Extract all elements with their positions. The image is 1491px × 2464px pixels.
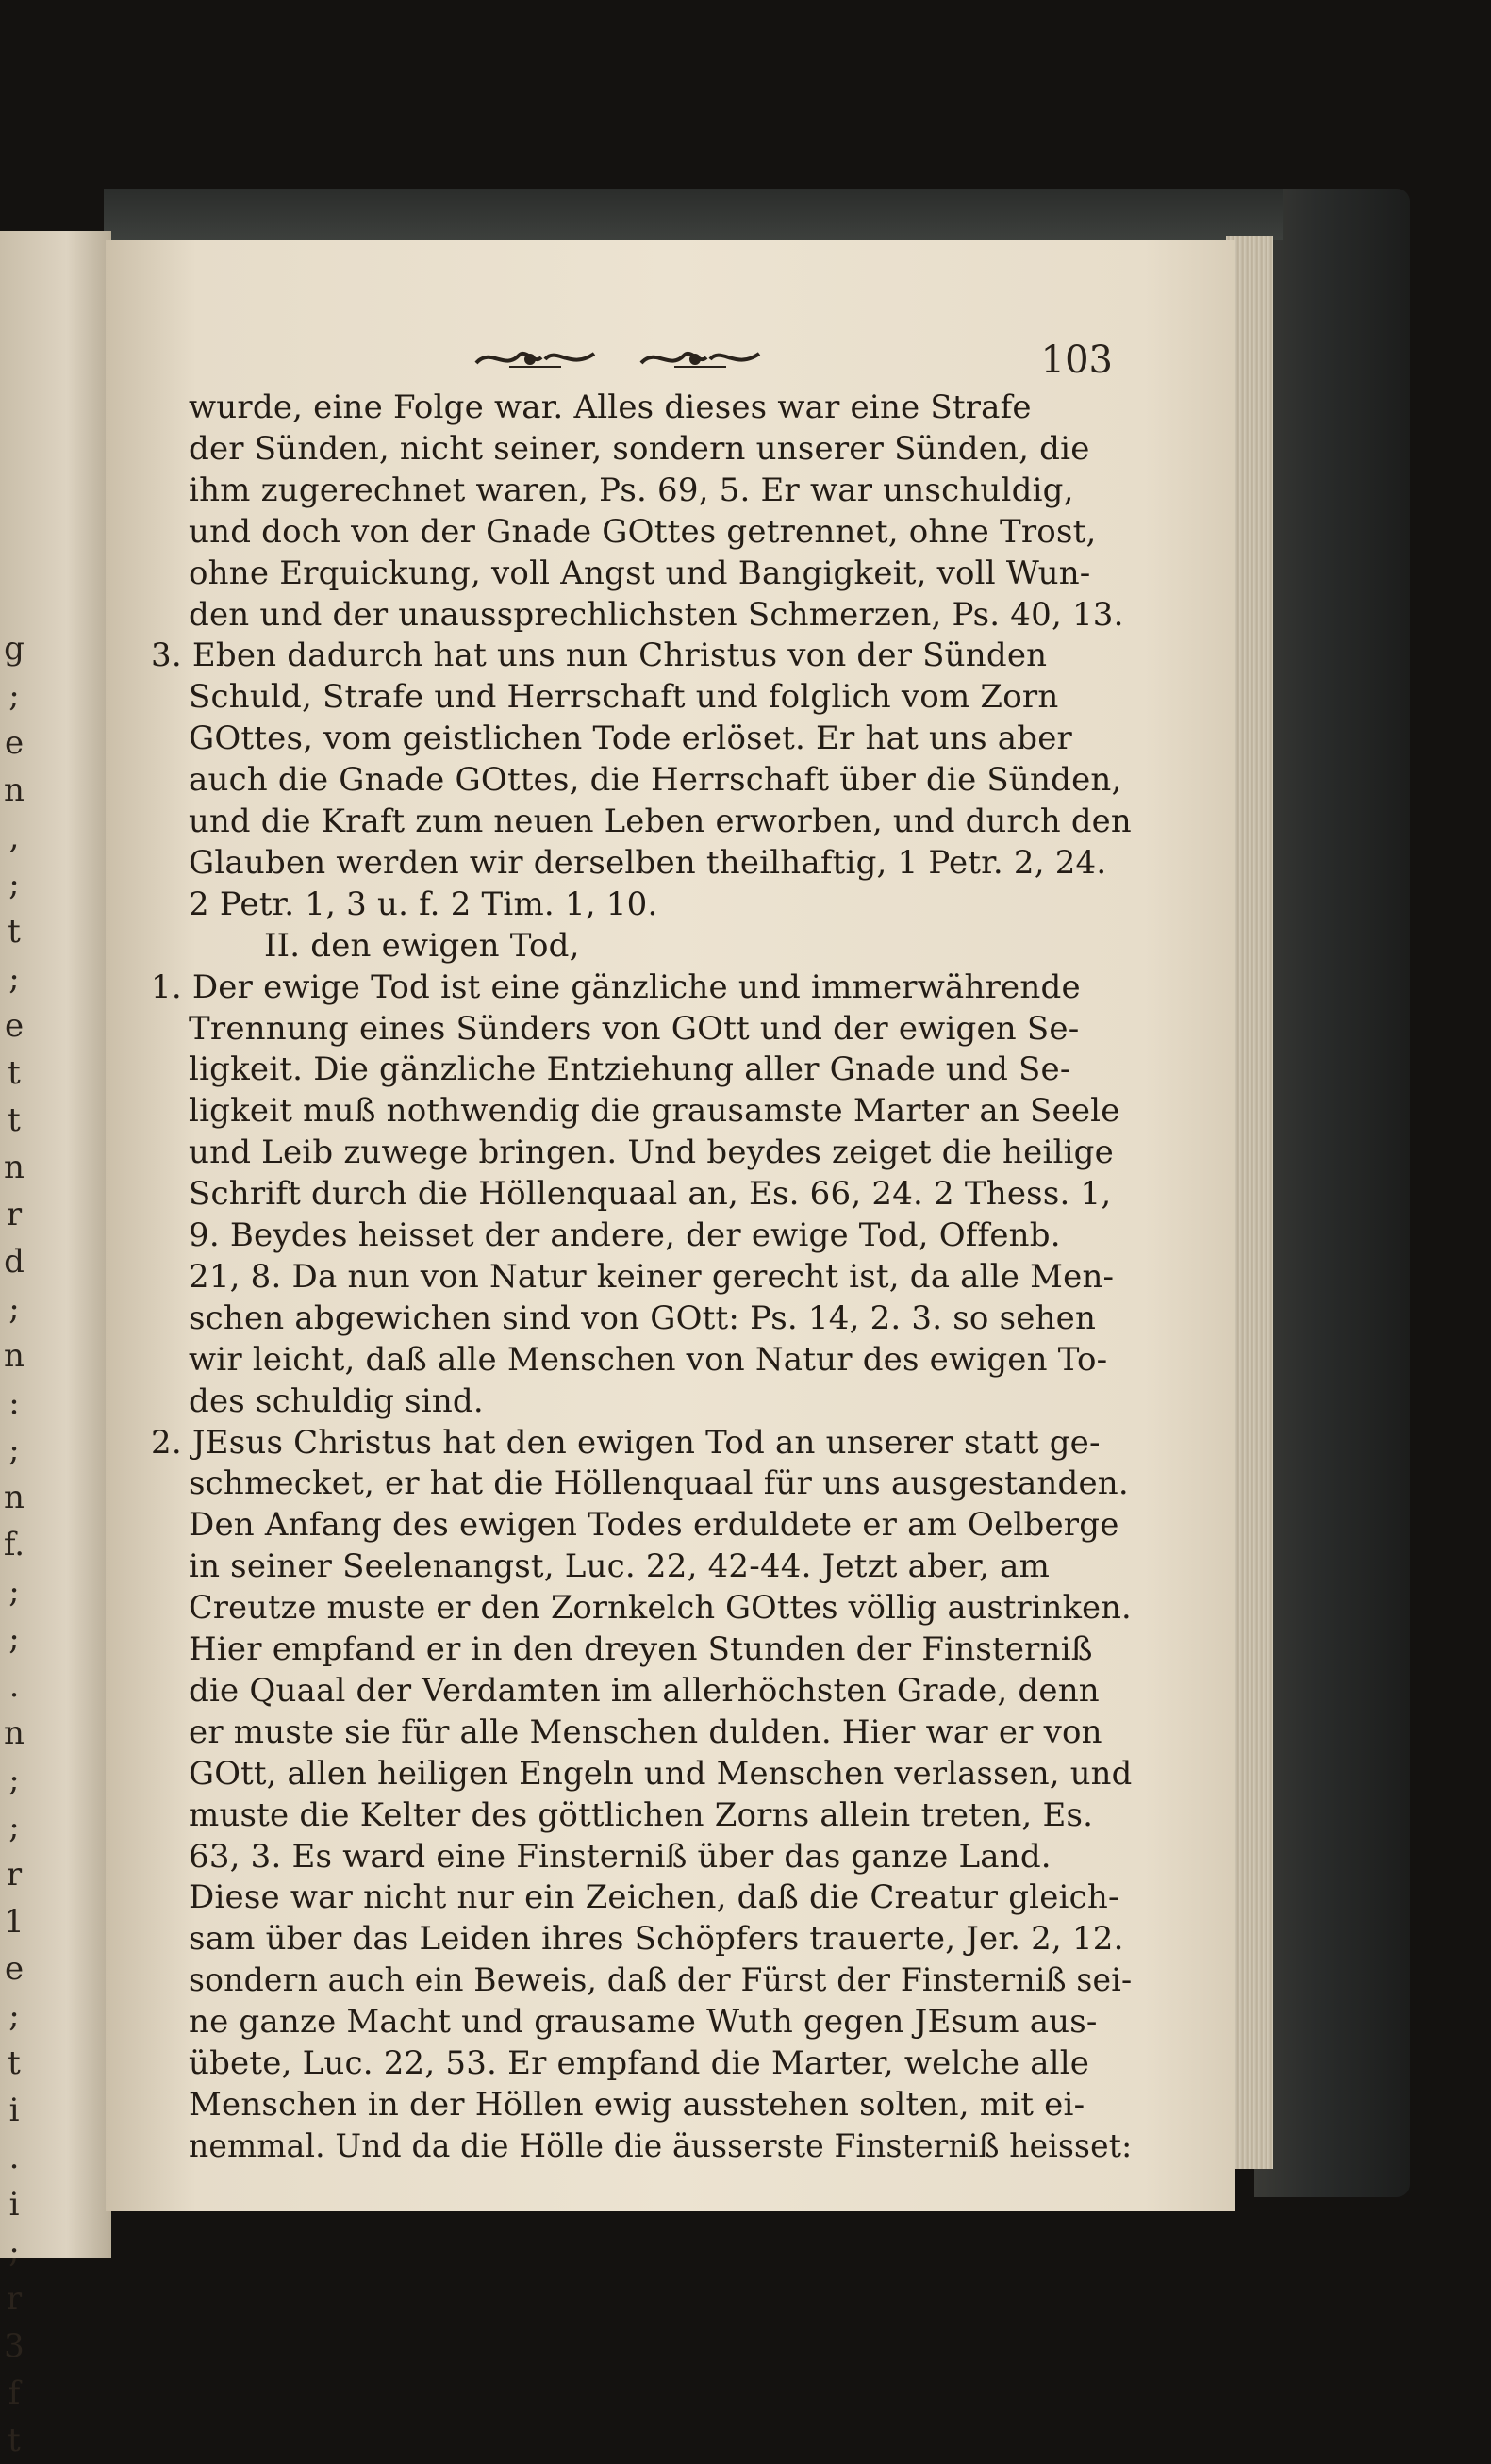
text-line: Schrift durch die Höllenquaal an, Es. 66, 24. 2 Thess. 1, <box>189 1175 1112 1214</box>
text-line: ligkeit. Die gänzliche Entziehung aller Gnade und Se- <box>189 1050 1071 1089</box>
text-line: ligkeit muß nothwendig die grausamste Marter an Seele <box>189 1092 1120 1131</box>
text-line: Den Anfang des ewigen Todes erduldete er am Oelberge <box>189 1506 1119 1545</box>
text-line: wurde, eine Folge war. Alles dieses war eine Strafe <box>189 389 1032 426</box>
margin-letter: : <box>8 1384 20 1422</box>
margin-letter: r <box>6 2280 23 2318</box>
text-line: übete, Luc. 22, 53. Er empfand die Marter, welche alle <box>189 2044 1090 2082</box>
margin-letter: , <box>8 819 20 856</box>
text-line: sam über das Leiden ihres Schöpfers trauerte, Jer. 2, 12. <box>189 1920 1124 1959</box>
margin-letter: f <box>8 2374 21 2412</box>
text-line: GOtt, allen heiligen Engeln und Menschen verlassen, und <box>189 1754 1133 1793</box>
margin-letter: ; <box>8 1761 20 1799</box>
margin-letter: r <box>6 1856 23 1893</box>
ornament-left-icon <box>472 342 599 376</box>
margin-letter: i <box>8 2186 20 2224</box>
facing-page-fragment <box>0 231 111 2459</box>
margin-letter: i <box>8 2092 20 2129</box>
text-line: 2 Petr. 1, 3 u. f. 2 Tim. 1, 10. <box>189 885 658 923</box>
text-line: 1. Der ewige Tod ist eine gänzliche und immerwährende <box>151 967 1081 1006</box>
text-line: 21, 8. Da nun von Natur keiner gerecht ist, da alle Men- <box>189 1257 1115 1296</box>
text-line: muste die Kelter des göttlichen Zorns allein treten, Es. <box>189 1795 1094 1834</box>
text-line: Hier empfand er in den dreyen Stunden der Finsterniß <box>189 1630 1093 1668</box>
text-line: und doch von der Gnade GOttes getrennet, ohne Trost, <box>189 512 1097 551</box>
margin-letter: t <box>8 2422 21 2459</box>
text-line: ohne Erquickung, voll Angst und Bangigkeit, voll Wun- <box>189 554 1091 592</box>
margin-letter: t <box>8 1101 21 1139</box>
margin-letter: n <box>4 1149 25 1186</box>
margin-letter: 1 <box>4 1903 25 1941</box>
text-line: ne ganze Macht und grausame Wuth gegen JEsum aus- <box>189 2003 1098 2042</box>
margin-letter: e <box>4 724 25 762</box>
margin-letter: g <box>4 630 25 668</box>
margin-letter: ; <box>8 677 20 715</box>
text-line: wir leicht, daß alle Menschen von Natur des ewigen To- <box>189 1340 1108 1379</box>
margin-letter: . <box>8 1667 20 1705</box>
book-cover-right-edge <box>1254 189 1410 2197</box>
text-line: auch die Gnade GOttes, die Herrschaft über die Sünden, <box>189 761 1122 800</box>
text-line: er muste sie für alle Menschen dulden. Hier war er von <box>189 1712 1102 1751</box>
margin-letter: . <box>8 2139 20 2176</box>
margin-letter: ; <box>8 1809 20 1846</box>
facing-page-margin-letters <box>0 625 28 2464</box>
text-line: sondern auch ein Beweis, daß der Fürst der Finsterniß sei- <box>189 1961 1133 2000</box>
text-line: und die Kraft zum neuen Leben erworben, und durch den <box>189 802 1132 840</box>
margin-letter: e <box>4 1950 25 1988</box>
margin-letter: f. <box>3 1526 25 1563</box>
margin-letter: ; <box>8 1620 20 1658</box>
text-line: 63, 3. Es ward eine Finsterniß über das ganze Land. <box>189 1837 1052 1876</box>
margin-letter: ; <box>8 1290 20 1328</box>
text-line: schmecket, er hat die Höllenquaal für uns ausgestanden. <box>189 1464 1129 1503</box>
text-line: 3. Eben dadurch hat uns nun Christus von der Sünden <box>151 637 1048 675</box>
text-line: nemmal. Und da die Hölle die äusserste Finsterniß heisset: <box>189 2126 1133 2165</box>
margin-letter: n <box>4 1337 25 1375</box>
text-line: Creutze muste er den Zornkelch GOttes völlig austrinken. <box>189 1589 1132 1628</box>
text-line: den und der unaussprechlichsten Schmerzen, Ps. 40, 13. <box>189 595 1124 634</box>
margin-letter: t <box>8 913 21 951</box>
margin-letter: t <box>8 1054 21 1092</box>
text-line: Schuld, Strafe und Herrschaft und folglich vom Zorn <box>189 678 1059 717</box>
text-line: Diese war nicht nur ein Zeichen, daß die Creatur gleich- <box>189 1878 1119 1917</box>
text-line: in seiner Seelenangst, Luc. 22, 42-44. Jetzt aber, am <box>189 1547 1051 1586</box>
text-line: Menschen in der Höllen ewig ausstehen solten, mit ei- <box>189 2085 1085 2124</box>
text-line: 9. Beydes heisset der andere, der ewige Tod, Offenb. <box>189 1216 1061 1254</box>
margin-letter: ; <box>8 960 20 998</box>
margin-letter: ; <box>8 866 20 903</box>
margin-letter: r <box>6 1196 23 1233</box>
text-line: 2. JEsus Christus hat den ewigen Tod an unserer statt ge- <box>151 1423 1101 1462</box>
book-cover-top-edge <box>104 189 1283 240</box>
text-line: schen abgewichen sind von GOtt: Ps. 14, 2. 3. so sehen <box>189 1298 1097 1337</box>
page-number: 103 <box>1040 339 1113 382</box>
margin-letter: 3 <box>4 2327 25 2365</box>
margin-letter: ; <box>8 1997 20 2035</box>
margin-letter: n <box>4 771 25 809</box>
text-line: und Leib zuwege bringen. Und beydes zeiget die heilige <box>189 1133 1114 1172</box>
page-header <box>472 335 1113 391</box>
text-line: Glauben werden wir derselben theilhaftig, 1 Petr. 2, 24. <box>189 843 1107 882</box>
margin-letter: ; <box>8 1431 20 1469</box>
margin-letter: ; <box>8 2233 20 2271</box>
ornament-right-icon <box>637 342 764 376</box>
text-line: ihm zugerechnet waren, Ps. 69, 5. Er war unschuldig, <box>189 471 1074 509</box>
margin-letter: n <box>4 1479 25 1516</box>
margin-letter: n <box>4 1714 25 1752</box>
text-line: die Quaal der Verdamten im allerhöchsten Grade, denn <box>189 1671 1100 1710</box>
margin-letter: e <box>4 1007 25 1045</box>
margin-letter: t <box>8 2044 21 2082</box>
margin-letter: ; <box>8 1573 20 1611</box>
text-line: Trennung eines Sünders von GOtt und der ewigen Se- <box>189 1009 1080 1048</box>
text-line: GOttes, vom geistlichen Tode erlöset. Er hat uns aber <box>189 719 1073 758</box>
margin-letter: d <box>4 1243 25 1281</box>
text-line: der Sünden, nicht seiner, sondern unserer Sünden, die <box>189 429 1090 468</box>
text-line: II. den ewigen Tod, <box>264 926 580 965</box>
text-line: des schuldig sind. <box>189 1381 484 1420</box>
